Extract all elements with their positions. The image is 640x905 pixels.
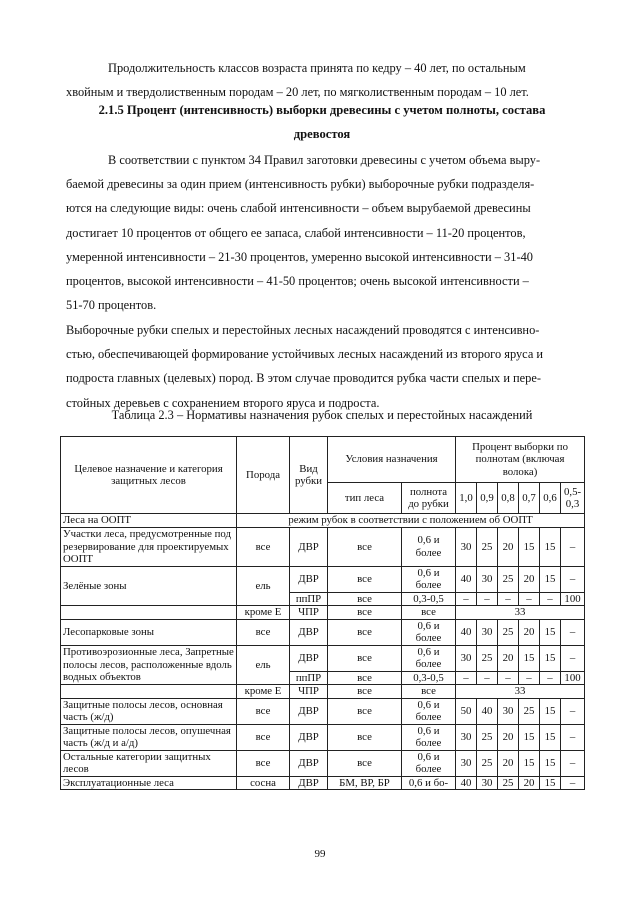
- norms-table: [60, 436, 585, 790]
- cell-forest-type: все: [328, 724, 402, 750]
- cell-species: сосна: [237, 776, 290, 790]
- cell-forest-type: все: [328, 619, 402, 645]
- cell-value: 30: [477, 619, 498, 645]
- para1-line: ются на следующие виды: очень слабой интенсивности – объем вырубаемой древесины: [66, 201, 531, 216]
- table-row: [61, 606, 585, 620]
- cell-cut-type: ДВР: [290, 619, 328, 645]
- para2-line: Выборочные рубки спелых и перестойных лесных насаждений проводятся с интенсивно-: [66, 323, 540, 337]
- cell-value: 15: [519, 645, 540, 671]
- table-row: [61, 514, 585, 528]
- cell-value: 30: [456, 724, 477, 750]
- row-name: Противоэрозионные леса, Запретные полосы лесов, расположенные вдоль водных объектов: [61, 645, 237, 685]
- cell-cut-type: ДВР: [290, 566, 328, 592]
- cell-forest-type: все: [328, 685, 402, 699]
- para1-line: 51-70 процентов.: [66, 298, 157, 313]
- cell-value: 100: [561, 671, 585, 685]
- table-row: [61, 724, 585, 750]
- cell-value: 20: [519, 776, 540, 790]
- header-percent: Процент выборки по полнотам (включая волока): [456, 437, 585, 483]
- para1-line: достигает 10 процентов от общего ее запаса, слабой интенсивности – 11-20 процентов,: [66, 225, 526, 240]
- table-row: [61, 750, 585, 776]
- header-density-value: 0,7: [519, 483, 540, 514]
- table-row: [61, 619, 585, 645]
- cell-value: 40: [456, 619, 477, 645]
- cell-forest-type: все: [328, 528, 402, 567]
- cell-value: –: [498, 592, 519, 606]
- cell-value: 30: [498, 698, 519, 724]
- cell-value: –: [561, 566, 585, 592]
- header-density-value: 0,5-0,3: [561, 483, 585, 514]
- table-row: [61, 645, 585, 671]
- cell-species: все: [237, 698, 290, 724]
- cell-species: кроме Е: [237, 606, 290, 620]
- cell-cut-type: ДВР: [290, 776, 328, 790]
- cell-value: 25: [477, 724, 498, 750]
- cell-value: 50: [456, 698, 477, 724]
- cell-value: 40: [456, 566, 477, 592]
- cell-value: 33: [456, 685, 585, 699]
- page-number: 99: [314, 848, 326, 860]
- cell-value: 15: [540, 619, 561, 645]
- intro-line-2: хвойным и твердолиственным породам – 20 лет, по мягколиственным породам – 10 лет.: [66, 85, 529, 100]
- cell-value: 20: [498, 528, 519, 567]
- cell-species: все: [237, 724, 290, 750]
- section-heading: [66, 98, 578, 146]
- table-header-row: [61, 437, 585, 483]
- header-density-value: 1,0: [456, 483, 477, 514]
- cell-value: 15: [540, 724, 561, 750]
- cell-cut-type: ДВР: [290, 528, 328, 567]
- cell-value: 30: [456, 750, 477, 776]
- cell-value: 40: [477, 698, 498, 724]
- cell-value: –: [456, 592, 477, 606]
- cell-value: –: [519, 671, 540, 685]
- header-purpose: Целевое назначение и категория защитных лесов: [61, 437, 237, 514]
- section-heading-line-2: древостоя: [293, 127, 351, 141]
- cell-value: 15: [540, 698, 561, 724]
- cell-species: все: [237, 528, 290, 567]
- cell-density: 0,6 и более: [402, 750, 456, 776]
- cell-value: –: [561, 645, 585, 671]
- cell-value: 15: [540, 528, 561, 567]
- cell-species: все: [237, 750, 290, 776]
- header-cut-type: Вид рубки: [290, 437, 328, 514]
- cell-density: 0,3-0,5: [402, 671, 456, 685]
- header-density-value: 0,9: [477, 483, 498, 514]
- cell-value: 20: [519, 566, 540, 592]
- cell-value: 30: [456, 645, 477, 671]
- paragraph-2: [66, 318, 578, 415]
- header-density-value: 0,6: [540, 483, 561, 514]
- row-name: Остальные категории защитных лесов: [61, 750, 237, 776]
- cell-cut-type: ппПР: [290, 671, 328, 685]
- cell-density: 0,6 и более: [402, 698, 456, 724]
- para1-line: умеренной интенсивности – 21-30 процентов, умеренно высокой интенсивности – 31-40: [66, 249, 533, 264]
- table-row: [61, 685, 585, 699]
- header-density: полнота до рубки: [402, 483, 456, 514]
- cell-value: 15: [519, 528, 540, 567]
- cell-cut-type: ДВР: [290, 645, 328, 671]
- table-caption: Таблица 2.3 – Нормативы назначения рубок спелых и перестойных насаждений: [111, 408, 533, 422]
- cell-value: –: [561, 776, 585, 790]
- row-name: Участки леса, предусмотренные под резервирование для проектируемых ООПТ: [61, 528, 237, 567]
- cell-cut-type: ЧПР: [290, 685, 328, 699]
- cell-value: –: [540, 592, 561, 606]
- cell-density: 0,6 и более: [402, 619, 456, 645]
- cell-density: все: [402, 685, 456, 699]
- cell-value: –: [561, 724, 585, 750]
- para2-line: стью, обеспечивающей формирование устойчивых лесных насаждений из второго яруса и: [66, 347, 544, 362]
- cell-value: –: [519, 592, 540, 606]
- para1-line: процентов, высокой интенсивности – 41-50 процентов; очень высокой интенсивности –: [66, 274, 529, 289]
- header-conditions: Условия назначения: [328, 437, 456, 483]
- cell-forest-type: все: [328, 592, 402, 606]
- cell-species: ель: [237, 645, 290, 685]
- cell-value: 20: [519, 619, 540, 645]
- cell-value: 15: [540, 566, 561, 592]
- cell-cut-type: ДВР: [290, 724, 328, 750]
- table-row: [61, 528, 585, 567]
- cell-density: 0,3-0,5: [402, 592, 456, 606]
- intro-line-1: Продолжительность классов возраста принята по кедру – 40 лет, по остальным: [108, 61, 526, 75]
- cell-value: 30: [477, 776, 498, 790]
- cell-density: 0,6 и более: [402, 724, 456, 750]
- cell-value: 25: [498, 619, 519, 645]
- row-name: Лесопарковые зоны: [61, 619, 237, 645]
- cell-value: –: [498, 671, 519, 685]
- header-species: Порода: [237, 437, 290, 514]
- cell-value: –: [561, 698, 585, 724]
- cell-forest-type: все: [328, 606, 402, 620]
- cell-forest-type: БМ, ВР, БР: [328, 776, 402, 790]
- cell-species: ель: [237, 566, 290, 606]
- cell-species: все: [237, 619, 290, 645]
- cell-value: 33: [456, 606, 585, 620]
- row-note: режим рубок в соответствии с положением об ООПТ: [237, 514, 585, 528]
- cell-value: 20: [498, 750, 519, 776]
- cell-value: –: [561, 528, 585, 567]
- table-row: [61, 698, 585, 724]
- cell-value: 25: [477, 750, 498, 776]
- section-heading-line-1: 2.1.5 Процент (интенсивность) выборки древесины с учетом полноты, состава: [98, 103, 546, 117]
- row-name: Защитные полосы лесов, основная часть (ж/д): [61, 698, 237, 724]
- cell-forest-type: все: [328, 698, 402, 724]
- para2-line: стойных деревьев с сохранением второго яруса и подроста.: [66, 395, 380, 410]
- cell-value: 15: [519, 750, 540, 776]
- cell-value: 25: [477, 645, 498, 671]
- header-forest-type: тип леса: [328, 483, 402, 514]
- table-row: [61, 566, 585, 592]
- cell-forest-type: все: [328, 671, 402, 685]
- cell-cut-type: ДВР: [290, 750, 328, 776]
- cell-value: 15: [540, 750, 561, 776]
- cell-value: –: [456, 671, 477, 685]
- cell-density: 0,6 и более: [402, 566, 456, 592]
- cell-value: 30: [477, 566, 498, 592]
- header-density-value: 0,8: [498, 483, 519, 514]
- cell-species: кроме Е: [237, 685, 290, 699]
- cell-value: –: [561, 619, 585, 645]
- cell-value: 25: [498, 776, 519, 790]
- row-name: Эксплуатационные леса: [61, 776, 237, 790]
- cell-value: 25: [498, 566, 519, 592]
- cell-value: 30: [456, 528, 477, 567]
- cell-forest-type: все: [328, 645, 402, 671]
- cell-forest-type: все: [328, 566, 402, 592]
- para1-line: баемой древесины за один прием (интенсивность рубки) выборочные рубки подразделя-: [66, 177, 535, 192]
- row-name-empty: [61, 685, 237, 699]
- cell-value: 20: [498, 724, 519, 750]
- para2-line: подроста главных (целевых) пород. В этом случае проводится рубка части спелых и пере-: [66, 371, 542, 386]
- row-name: Зелёные зоны: [61, 566, 237, 606]
- cell-value: 20: [498, 645, 519, 671]
- cell-value: 15: [540, 645, 561, 671]
- cell-density: 0,6 и бо-: [402, 776, 456, 790]
- cell-value: 25: [519, 698, 540, 724]
- cell-cut-type: ппПР: [290, 592, 328, 606]
- row-name: Защитные полосы лесов, опушечная часть (ж/д и а/д): [61, 724, 237, 750]
- cell-value: 15: [540, 776, 561, 790]
- cell-value: 100: [561, 592, 585, 606]
- para1-line: В соответствии с пунктом 34 Правил заготовки древесины с учетом объема выру-: [108, 153, 541, 167]
- cell-value: –: [561, 750, 585, 776]
- row-name-empty: [61, 606, 237, 620]
- cell-density: 0,6 и более: [402, 645, 456, 671]
- row-name: Леса на ООПТ: [61, 514, 237, 528]
- cell-value: 25: [477, 528, 498, 567]
- cell-cut-type: ДВР: [290, 698, 328, 724]
- cell-value: –: [477, 671, 498, 685]
- cell-value: 40: [456, 776, 477, 790]
- table-row: [61, 776, 585, 790]
- cell-density: 0,6 и более: [402, 528, 456, 567]
- cell-value: –: [540, 671, 561, 685]
- cell-value: 15: [519, 724, 540, 750]
- cell-density: все: [402, 606, 456, 620]
- cell-forest-type: все: [328, 750, 402, 776]
- paragraph-1: [66, 148, 578, 317]
- cell-value: –: [477, 592, 498, 606]
- cell-cut-type: ЧПР: [290, 606, 328, 620]
